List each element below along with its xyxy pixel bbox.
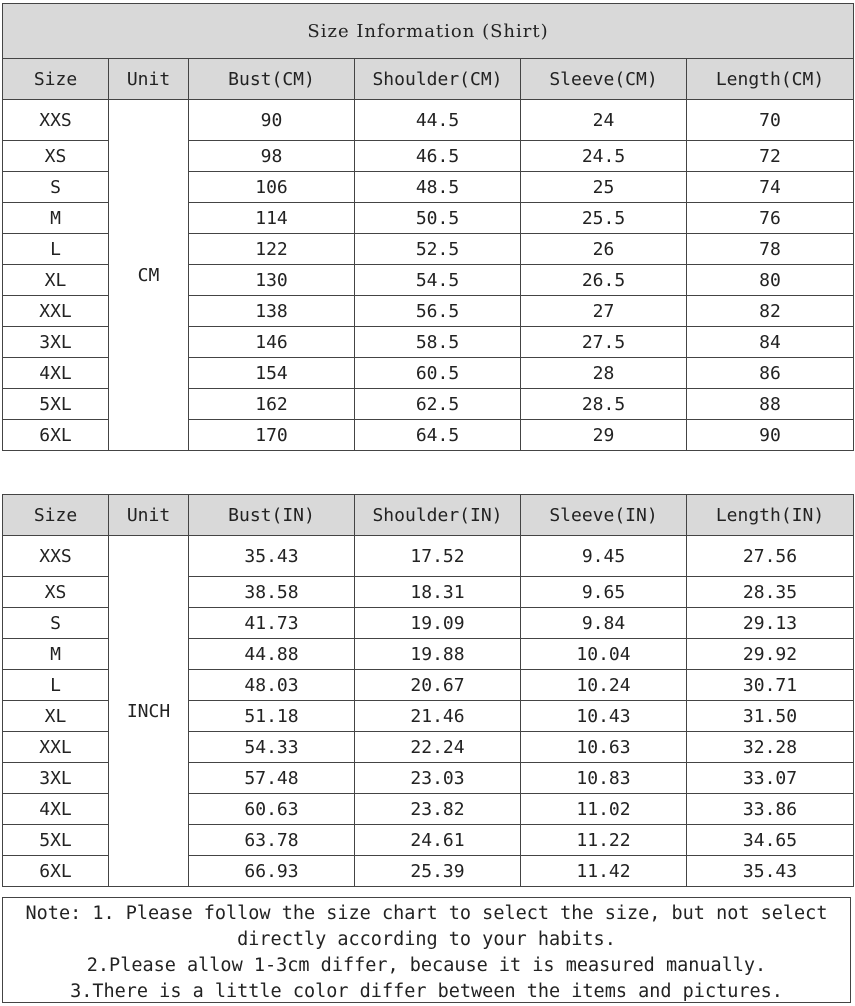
sleeve-cell: 9.84: [521, 608, 687, 639]
sleeve-cell: 10.63: [521, 732, 687, 763]
size-cell: XL: [3, 701, 109, 732]
bust-cell: 54.33: [189, 732, 355, 763]
length-cell: 82: [687, 296, 854, 327]
size-cell: XL: [3, 265, 109, 296]
size-cell: L: [3, 670, 109, 701]
bust-cell: 154: [189, 358, 355, 389]
size-cell: 6XL: [3, 420, 109, 451]
shoulder-cell: 52.5: [355, 234, 521, 265]
column-header: Size: [3, 495, 109, 536]
size-cell: 3XL: [3, 327, 109, 358]
column-header: Shoulder(CM): [355, 59, 521, 100]
size-cell: 6XL: [3, 856, 109, 887]
length-cell: 32.28: [687, 732, 854, 763]
shoulder-cell: 54.5: [355, 265, 521, 296]
length-cell: 33.07: [687, 763, 854, 794]
size-table-inch: [2, 494, 854, 887]
shoulder-cell: 22.24: [355, 732, 521, 763]
size-cell: XXS: [3, 536, 109, 577]
sleeve-cell: 9.45: [521, 536, 687, 577]
bust-cell: 44.88: [189, 639, 355, 670]
shoulder-cell: 23.03: [355, 763, 521, 794]
sleeve-cell: 24: [521, 100, 687, 141]
sleeve-cell: 24.5: [521, 141, 687, 172]
shoulder-cell: 48.5: [355, 172, 521, 203]
shoulder-cell: 17.52: [355, 536, 521, 577]
sleeve-cell: 10.43: [521, 701, 687, 732]
bust-cell: 106: [189, 172, 355, 203]
length-cell: 35.43: [687, 856, 854, 887]
shoulder-cell: 25.39: [355, 856, 521, 887]
shoulder-cell: 62.5: [355, 389, 521, 420]
length-cell: 31.50: [687, 701, 854, 732]
sleeve-cell: 11.02: [521, 794, 687, 825]
column-header: Bust(CM): [189, 59, 355, 100]
sleeve-cell: 25.5: [521, 203, 687, 234]
sleeve-cell: 29: [521, 420, 687, 451]
shoulder-cell: 24.61: [355, 825, 521, 856]
length-cell: 70: [687, 100, 854, 141]
length-cell: 78: [687, 234, 854, 265]
length-cell: 29.13: [687, 608, 854, 639]
length-cell: 80: [687, 265, 854, 296]
bust-cell: 48.03: [189, 670, 355, 701]
size-cell: S: [3, 172, 109, 203]
size-cell: L: [3, 234, 109, 265]
note-line-3: 2.Please allow 1-3cm differ, because it is measured manually.: [86, 955, 767, 976]
size-cell: XXL: [3, 296, 109, 327]
length-cell: 34.65: [687, 825, 854, 856]
column-header: Bust(IN): [189, 495, 355, 536]
sleeve-cell: 28.5: [521, 389, 687, 420]
bust-cell: 38.58: [189, 577, 355, 608]
bust-cell: 60.63: [189, 794, 355, 825]
bust-cell: 51.18: [189, 701, 355, 732]
bust-cell: 138: [189, 296, 355, 327]
bust-cell: 66.93: [189, 856, 355, 887]
length-cell: 90: [687, 420, 854, 451]
length-cell: 30.71: [687, 670, 854, 701]
size-cell: 3XL: [3, 763, 109, 794]
column-header: Sleeve(CM): [521, 59, 687, 100]
shoulder-cell: 50.5: [355, 203, 521, 234]
shoulder-cell: 60.5: [355, 358, 521, 389]
shoulder-cell: 19.09: [355, 608, 521, 639]
length-cell: 33.86: [687, 794, 854, 825]
size-cell: 4XL: [3, 794, 109, 825]
shoulder-cell: 44.5: [355, 100, 521, 141]
bust-cell: 98: [189, 141, 355, 172]
length-cell: 76: [687, 203, 854, 234]
size-cell: S: [3, 608, 109, 639]
size-cell: M: [3, 639, 109, 670]
shoulder-cell: 64.5: [355, 420, 521, 451]
sleeve-cell: 11.22: [521, 825, 687, 856]
length-cell: 84: [687, 327, 854, 358]
column-header: Size: [3, 59, 109, 100]
unit-cell: INCH: [109, 536, 189, 887]
sleeve-cell: 26: [521, 234, 687, 265]
sleeve-cell: 10.04: [521, 639, 687, 670]
column-header: Shoulder(IN): [355, 495, 521, 536]
column-header: Sleeve(IN): [521, 495, 687, 536]
bust-cell: 41.73: [189, 608, 355, 639]
bust-cell: 122: [189, 234, 355, 265]
bust-cell: 170: [189, 420, 355, 451]
shoulder-cell: 58.5: [355, 327, 521, 358]
length-cell: 88: [687, 389, 854, 420]
bust-cell: 57.48: [189, 763, 355, 794]
page-title: Size Information (Shirt): [3, 4, 854, 59]
length-cell: 74: [687, 172, 854, 203]
size-cell: 5XL: [3, 389, 109, 420]
length-cell: 86: [687, 358, 854, 389]
note-line-1: Note: 1. Please follow the size chart to select the size, but not select: [25, 903, 828, 924]
note-line-4: 3.There is a little color differ between the items and pictures.: [70, 981, 783, 1002]
bust-cell: 35.43: [189, 536, 355, 577]
shoulder-cell: 21.46: [355, 701, 521, 732]
note-line-2: directly according to your habits.: [237, 929, 616, 950]
size-cell: 5XL: [3, 825, 109, 856]
table-header-row: [3, 59, 854, 100]
sleeve-cell: 10.24: [521, 670, 687, 701]
table-row: [3, 100, 854, 141]
size-cell: XS: [3, 141, 109, 172]
shoulder-cell: 19.88: [355, 639, 521, 670]
sleeve-cell: 27: [521, 296, 687, 327]
column-header: Unit: [109, 59, 189, 100]
length-cell: 72: [687, 141, 854, 172]
sleeve-cell: 11.42: [521, 856, 687, 887]
bust-cell: 114: [189, 203, 355, 234]
shoulder-cell: 18.31: [355, 577, 521, 608]
sleeve-cell: 27.5: [521, 327, 687, 358]
shoulder-cell: 56.5: [355, 296, 521, 327]
size-cell: XXL: [3, 732, 109, 763]
sleeve-cell: 28: [521, 358, 687, 389]
length-cell: 28.35: [687, 577, 854, 608]
sleeve-cell: 26.5: [521, 265, 687, 296]
size-cell: M: [3, 203, 109, 234]
shoulder-cell: 20.67: [355, 670, 521, 701]
column-header: Unit: [109, 495, 189, 536]
bust-cell: 63.78: [189, 825, 355, 856]
size-cell: 4XL: [3, 358, 109, 389]
size-notes: [2, 897, 851, 1003]
bust-cell: 90: [189, 100, 355, 141]
size-cell: XS: [3, 577, 109, 608]
size-cell: XXS: [3, 100, 109, 141]
bust-cell: 162: [189, 389, 355, 420]
length-cell: 29.92: [687, 639, 854, 670]
bust-cell: 146: [189, 327, 355, 358]
shoulder-cell: 23.82: [355, 794, 521, 825]
sleeve-cell: 10.83: [521, 763, 687, 794]
column-header: Length(IN): [687, 495, 854, 536]
sleeve-cell: 25: [521, 172, 687, 203]
table-header-row: [3, 495, 854, 536]
length-cell: 27.56: [687, 536, 854, 577]
table-row: [3, 536, 854, 577]
size-table-cm: [2, 3, 854, 451]
column-header: Length(CM): [687, 59, 854, 100]
unit-cell: CM: [109, 100, 189, 451]
sleeve-cell: 9.65: [521, 577, 687, 608]
shoulder-cell: 46.5: [355, 141, 521, 172]
bust-cell: 130: [189, 265, 355, 296]
